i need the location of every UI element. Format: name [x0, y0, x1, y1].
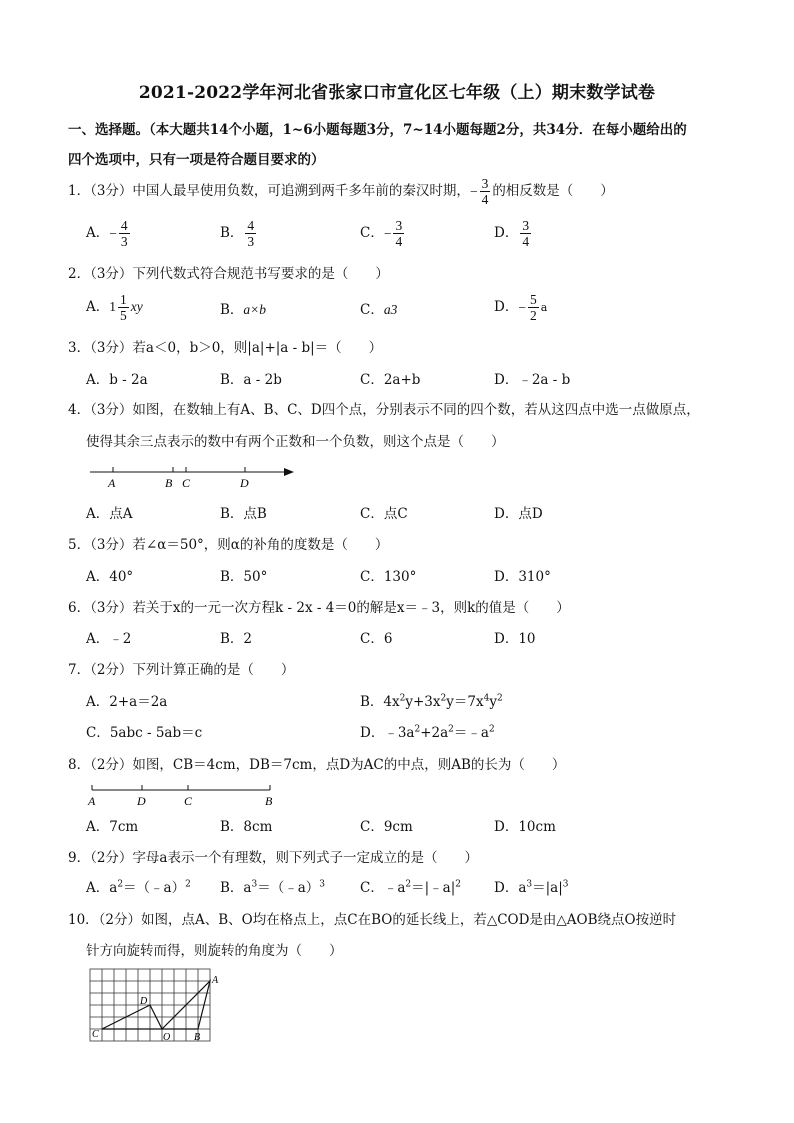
question-9: 9．（2分）字母a表示一个有理数，则下列式子一定成立的是（ ）: [68, 850, 478, 866]
q8-label-c: C: [184, 794, 193, 808]
q7-d-part2: +2a: [420, 725, 449, 741]
q7-d-part3: ＝﹣a: [453, 725, 489, 741]
question-3: 3．（3分）若a＜0，b＞0，则|a|+|a - b|＝（ ）: [68, 340, 383, 356]
q6-option-c[interactable]: C．6: [360, 631, 393, 647]
q7-b-exp1: 2: [399, 693, 406, 704]
q2-c-label: C．: [360, 302, 384, 318]
q2-option-b[interactable]: [220, 298, 266, 318]
q1-suffix: 的相反数是（ ）: [492, 183, 614, 199]
q1-d-den: 4: [522, 234, 530, 249]
q7-option-d[interactable]: [360, 721, 495, 741]
q8-label-a: A: [88, 794, 96, 808]
q9-d-part1: D．a: [494, 880, 527, 896]
q7-d-label: D．: [360, 725, 385, 741]
q4-label-d: D: [240, 476, 249, 490]
q1-prefix: 1．（3分）中国人最早使用负数，可追溯到两千多年前的秦汉时期，: [68, 183, 470, 199]
q9-d-exp1: 3: [526, 879, 533, 890]
q1-a-den: 3: [120, 234, 128, 249]
q1-sign: −: [469, 183, 478, 199]
q1-a-label: A．: [86, 225, 110, 241]
q9-d-part2: ＝|a|: [532, 880, 563, 896]
q6-option-b[interactable]: B．2: [220, 631, 253, 647]
q8-label-d: D: [137, 794, 146, 808]
section-heading-line2: 四个选项中，只有一项是符合题目要求的）: [68, 152, 325, 168]
question-6: 6．（3分）若关于x的一元一次方程k - 2x - 4＝0的解是x＝﹣3，则k的值是（ ）: [68, 600, 570, 616]
q2-d-var: a: [540, 301, 548, 314]
q7-d-exp3: 2: [488, 724, 495, 735]
q7-b-exp4: 2: [496, 693, 503, 704]
q4-option-b[interactable]: B．点B: [220, 506, 267, 522]
q5-option-d[interactable]: D．310°: [494, 569, 551, 585]
q2-a-num: 1: [120, 292, 127, 307]
question-7: 7．（2分）下列计算正确的是（ ）: [68, 662, 295, 678]
q10-label-d: D: [140, 996, 148, 1007]
q2-option-c[interactable]: [360, 298, 397, 318]
q2-c-text: a3: [383, 302, 398, 317]
q9-c-exp1: 2: [405, 879, 412, 890]
q1-b-den: 3: [247, 234, 255, 249]
q7-b-part3: y＝7x: [446, 694, 484, 710]
q1-c-sign: −: [383, 225, 392, 241]
q9-a-part2: ＝（﹣a）: [123, 880, 186, 896]
q4-label-b: B: [165, 476, 173, 490]
q9-b-part2: ＝（﹣a）: [257, 880, 320, 896]
q9-b-exp2: 3: [319, 879, 326, 890]
q4-option-c[interactable]: C．点C: [360, 506, 408, 522]
q8-label-b: B: [265, 794, 273, 808]
q9-option-c[interactable]: [360, 876, 461, 896]
q2-d-label: D．: [494, 299, 519, 315]
q3-option-b[interactable]: B．a - 2b: [220, 372, 282, 388]
q1-c-den: 4: [395, 234, 403, 249]
q3-option-c[interactable]: C．2a+b: [360, 372, 421, 388]
q6-option-a[interactable]: A．﹣2: [86, 631, 132, 647]
q6-option-d[interactable]: D．10: [494, 631, 536, 647]
q1-c-label: C．: [360, 225, 384, 241]
question-2: 2．（3分）下列代数式符合规范书写要求的是（ ）: [68, 266, 389, 282]
q5-option-b[interactable]: B．50°: [220, 569, 268, 585]
q4-number-line-figure: [86, 462, 306, 494]
q10-label-c: C: [92, 1029, 99, 1040]
q7-b-exp3: 4: [483, 693, 490, 704]
q1-option-c[interactable]: [360, 218, 406, 249]
q7-d-part1: ﹣3a: [384, 725, 415, 741]
q8-option-a[interactable]: A．7cm: [86, 819, 139, 835]
q1-b-num: 4: [247, 218, 255, 233]
q4-label-a: A: [108, 476, 116, 490]
q1-a-sign: −: [109, 225, 117, 241]
q5-option-a[interactable]: A．40°: [86, 569, 134, 585]
q7-b-exp2: 2: [440, 693, 447, 704]
q2-d-num: 5: [529, 292, 537, 307]
question-8: 8．（2分）如图，CB＝4cm，DB＝7cm，点D为AC的中点，则AB的长为（ ）: [68, 757, 566, 773]
question-10-line1: 10．（2分）如图，点A、B、O均在格点上，点C在BO的延长线上，若△COD是由△AOB绕点O按逆时: [68, 912, 677, 928]
q2-a-label: A．: [86, 299, 110, 315]
q7-b-part4: y: [489, 694, 497, 710]
section-heading-line1: 一、选择题。（本大题共14个小题，1~6小题每题3分，7~14小题每题2分，共34分．在每小题给出的: [68, 122, 687, 138]
q10-label-b: B: [194, 1032, 201, 1043]
page-title: 2021-2022学年河北省张家口市宣化区七年级（上）期末数学试卷: [138, 83, 656, 103]
q9-a-exp2: 2: [185, 879, 191, 890]
q7-d-exp1: 2: [414, 724, 421, 735]
q9-c-exp2: 2: [455, 879, 462, 890]
q7-b-part1: 4x: [383, 694, 400, 710]
q8-option-c[interactable]: C．9cm: [360, 819, 413, 835]
question-4-line2: 使得其余三点表示的数中有两个正数和一个负数，则这个点是（ ）: [86, 434, 505, 450]
q9-c-part2: ＝|﹣a|: [411, 880, 456, 896]
q3-option-a[interactable]: A．b - 2a: [86, 372, 148, 388]
q2-d-den: 2: [529, 308, 537, 323]
q1-option-b[interactable]: [220, 218, 258, 249]
q2-b-label: B．: [220, 302, 244, 318]
q8-option-b[interactable]: B．8cm: [220, 819, 273, 835]
q9-option-b[interactable]: [220, 876, 325, 896]
q1-a-num: 4: [120, 218, 128, 233]
q2-option-d[interactable]: [494, 292, 547, 323]
q7-option-b[interactable]: [360, 690, 503, 710]
q4-label-c: C: [182, 476, 191, 490]
q5-option-c[interactable]: C．130°: [360, 569, 417, 585]
q10-grid-figure: [86, 966, 226, 1046]
q1-num: 3: [481, 176, 489, 191]
q2-b-text: a×b: [243, 302, 267, 317]
q7-b-part2: y+3x: [405, 694, 441, 710]
q1-option-d[interactable]: [494, 218, 533, 249]
q9-option-d[interactable]: [494, 876, 569, 896]
q3-option-d[interactable]: D．﹣2a - b: [494, 372, 571, 388]
q9-c-part1: C．﹣a: [360, 880, 406, 896]
q2-a-whole: 1: [109, 299, 116, 314]
q9-a-part1: A．a: [86, 880, 118, 896]
q7-option-a[interactable]: A．2+a＝2a: [86, 694, 168, 710]
q2-a-var: xy: [130, 299, 143, 314]
q8-segment-figure: [86, 782, 286, 812]
q7-d-exp2: 2: [448, 724, 454, 735]
q4-option-d[interactable]: D．点D: [494, 506, 543, 522]
q7-b-label: B．: [360, 694, 384, 710]
q1-c-num: 3: [395, 218, 403, 233]
q10-label-a: A: [212, 975, 219, 986]
q2-option-a[interactable]: [86, 292, 143, 323]
q1-d-label: D．: [494, 225, 519, 241]
q9-option-a[interactable]: [86, 876, 191, 896]
q9-a-exp1: 2: [117, 879, 124, 890]
q1-d-num: 3: [522, 218, 530, 233]
question-4-line1: 4．（3分）如图，在数轴上有A、B、C、D四个点，分别表示不同的四个数，若从这四点中选一点做原点，: [68, 402, 700, 418]
q10-label-o: O: [163, 1032, 171, 1043]
question-5: 5．（3分）若∠α＝50°，则α的补角的度数是（ ）: [68, 537, 389, 553]
question-10-line2: 针方向旋转而得，则旋转的角度为（ ）: [86, 943, 343, 959]
q1-b-label: B．: [220, 225, 244, 241]
q7-option-c[interactable]: C．5abc - 5ab＝c: [86, 725, 203, 741]
question-1: [68, 176, 614, 207]
q1-fraction: [480, 176, 491, 207]
q2-a-den: 5: [120, 308, 127, 323]
q9-b-part1: B．a: [220, 880, 252, 896]
q4-option-a[interactable]: A．点A: [86, 506, 133, 522]
q2-d-sign: −: [518, 299, 526, 315]
q8-option-d[interactable]: D．10cm: [494, 819, 556, 835]
q1-option-a[interactable]: [86, 218, 132, 249]
q9-b-exp1: 3: [251, 879, 258, 890]
q1-den: 4: [481, 192, 489, 207]
q9-d-exp2: 3: [562, 879, 569, 890]
